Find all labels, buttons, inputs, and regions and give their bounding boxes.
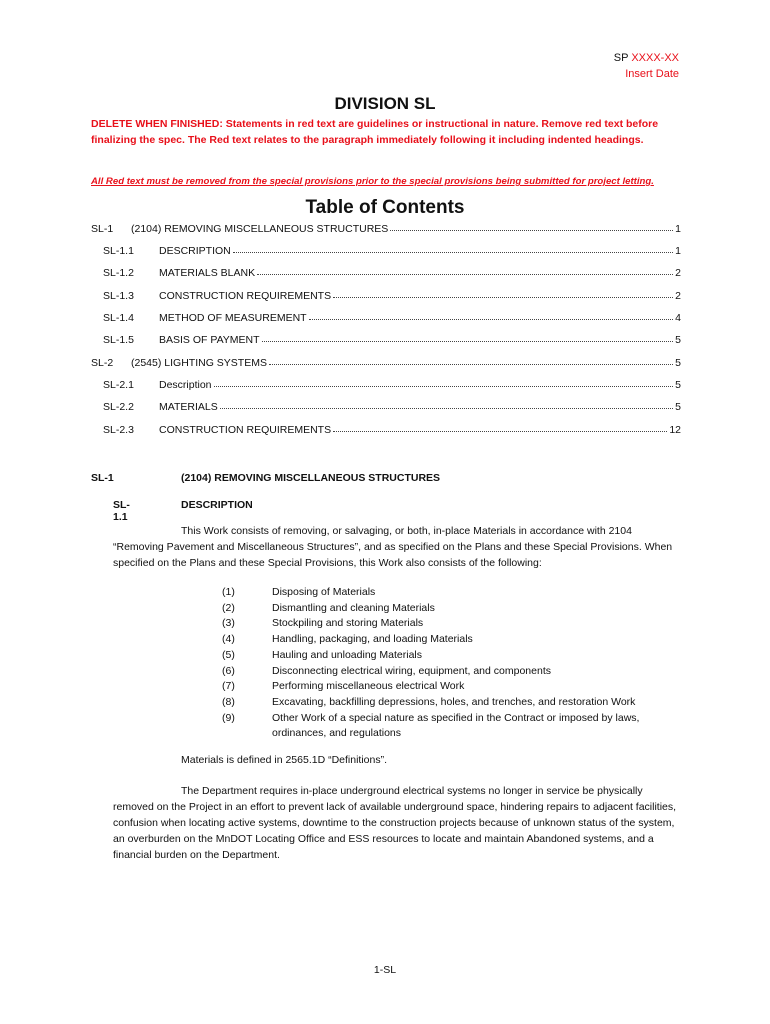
list-item <box>222 664 682 680</box>
subsection-title: DESCRIPTION <box>181 499 253 511</box>
toc-leader <box>214 386 674 387</box>
toc-entry[interactable] <box>91 420 681 436</box>
toc-leader <box>257 274 673 275</box>
toc-entry-number: SL-2.3 <box>103 424 134 436</box>
sp-number: SP XXXX-XX <box>613 52 679 64</box>
list-item <box>222 601 682 617</box>
toc-entry-page: 5 <box>675 401 681 413</box>
toc-leader <box>269 364 673 365</box>
list-item-number: (7) <box>222 680 235 693</box>
toc-entry-text: MATERIALS BLANK <box>159 267 256 279</box>
toc-entry-text: (2545) LIGHTING SYSTEMS <box>131 357 267 369</box>
toc-leader <box>233 252 673 253</box>
list-item <box>222 585 682 601</box>
materials-definition: Materials is defined in 2565.1D “Definitions”. <box>181 754 388 766</box>
toc-entry-page: 1 <box>675 223 681 235</box>
list-item <box>222 679 682 695</box>
toc-entry-number: SL-1.5 <box>103 334 134 346</box>
instruction-note: DELETE WHEN FINISHED: Statements in red text are guidelines or instructional in nature. Remove red text before finalizing the spec. The Red text relates to the paragraph immediately following it including indented headings. <box>91 118 659 146</box>
list-item-number: (3) <box>222 617 235 630</box>
list-item-number: (8) <box>222 695 235 708</box>
toc-entry-text: (2104) REMOVING MISCELLANEOUS STRUCTURES <box>131 223 389 235</box>
list-item-number: (6) <box>222 664 235 677</box>
toc-entry-number: SL-2.2 <box>103 401 134 413</box>
toc-entry-number: SL-1.1 <box>103 245 134 257</box>
page-number: 1-SL <box>373 964 397 976</box>
section-number: SL-1 <box>91 472 114 484</box>
division-title: DIVISION SL <box>334 94 436 113</box>
list-item-text: Handling, packaging, and loading Materials <box>272 633 473 646</box>
toc-entry-text: Description <box>159 379 212 391</box>
toc-entry[interactable] <box>91 263 681 279</box>
toc-entry[interactable] <box>91 397 681 413</box>
list-item-text: Stockpiling and storing Materials <box>272 617 424 630</box>
toc-entry-number: SL-2.1 <box>103 379 134 391</box>
sp-number-value: XXXX-XX <box>631 52 679 64</box>
toc-entry-text: METHOD OF MEASUREMENT <box>159 312 307 324</box>
toc-entry[interactable] <box>91 308 681 324</box>
list-item-number: (5) <box>222 648 235 661</box>
toc-entry-page: 5 <box>675 379 681 391</box>
toc-entry-text: CONSTRUCTION REQUIREMENTS <box>159 424 332 436</box>
toc-entry-page: 2 <box>675 290 681 302</box>
toc-entry-text: CONSTRUCTION REQUIREMENTS <box>159 290 332 302</box>
list-item-text: Performing miscellaneous electrical Work <box>272 680 465 693</box>
page-header <box>614 50 679 82</box>
list-item <box>222 648 682 664</box>
toc-entry-page: 5 <box>675 334 681 346</box>
list-item <box>222 616 682 632</box>
list-item-text: Other Work of a special nature as specified in the Contract or imposed by laws, ordinances, and regulations <box>272 711 640 740</box>
toc-leader <box>262 341 674 342</box>
toc-leader <box>333 297 673 298</box>
instruction-warning: All Red text must be removed from the special provisions prior to the special provisions being submitted for project letting. <box>91 176 654 187</box>
toc-entry[interactable] <box>91 241 681 257</box>
toc-leader <box>333 431 667 432</box>
toc-entry-number: SL-1.2 <box>103 267 134 279</box>
list-item-number: (2) <box>222 601 235 614</box>
closing-paragraph: The Department requires in-place underground electrical systems no longer in service be physically removed on the Project in an effort to prevent lack of available underground space, hindering repairs to adjacent facilities, confusion when locating active systems, downtime to the construction projects because of unknown status of the system, an overburden on the MnDOT Locating Office and ESS resources to locate and maintain Abandoned systems, and a financial burden on the Department. <box>113 785 677 861</box>
toc-entry[interactable] <box>91 330 681 346</box>
toc-entry-page: 1 <box>675 245 681 257</box>
toc-entry-page: 12 <box>669 424 681 436</box>
work-list <box>222 585 682 742</box>
intro-paragraph: This Work consists of removing, or salvaging, or both, in-place Materials in accordance with 2104 “Removing Pavement and Miscellaneous Structures”, and as specified on the Plans and these Special Provisions. When specified on the Plans and these Special Provisions, this Work also consists of the following: <box>113 525 673 569</box>
list-item <box>222 695 682 711</box>
toc-entry-text: BASIS OF PAYMENT <box>159 334 260 346</box>
list-item-text: Excavating, backfilling depressions, holes, and trenches, and restoration Work <box>272 695 636 708</box>
toc-entry-page: 2 <box>675 267 681 279</box>
toc-entry[interactable] <box>91 219 681 235</box>
list-item-number: (1) <box>222 586 235 598</box>
toc-entry-page: 5 <box>675 357 681 369</box>
toc-entry-number: SL-1.3 <box>103 290 134 302</box>
toc-leader <box>390 230 673 231</box>
toc-entry-number: SL-1 <box>91 223 114 235</box>
toc-entry-text: DESCRIPTION <box>159 245 231 257</box>
list-item <box>222 632 682 648</box>
toc-entry[interactable] <box>91 286 681 302</box>
list-item-text: Disconnecting electrical wiring, equipment, and components <box>272 664 551 677</box>
list-item-number: (9) <box>222 711 235 724</box>
toc-entry-number: SL-1.4 <box>103 312 134 324</box>
list-item-text: Hauling and unloading Materials <box>272 648 423 661</box>
list-item <box>222 711 682 742</box>
list-item-number: (4) <box>222 633 235 646</box>
toc-entry-text: MATERIALS <box>159 401 218 413</box>
section-title: (2104) REMOVING MISCELLANEOUS STRUCTURES <box>181 472 441 484</box>
toc-leader <box>220 408 673 409</box>
toc-entry-number: SL-2 <box>91 357 114 369</box>
toc-leader <box>309 319 674 320</box>
toc-entry[interactable] <box>91 375 681 391</box>
toc-title: Table of Contents <box>305 197 465 218</box>
list-item-text: Dismantling and cleaning Materials <box>272 601 435 614</box>
toc-entry[interactable] <box>91 353 681 369</box>
subsection-number: SL-1.1 <box>113 499 130 523</box>
insert-date: Insert Date <box>625 68 679 80</box>
toc-entry-page: 4 <box>675 312 681 324</box>
list-item-text: Disposing of Materials <box>272 586 376 598</box>
